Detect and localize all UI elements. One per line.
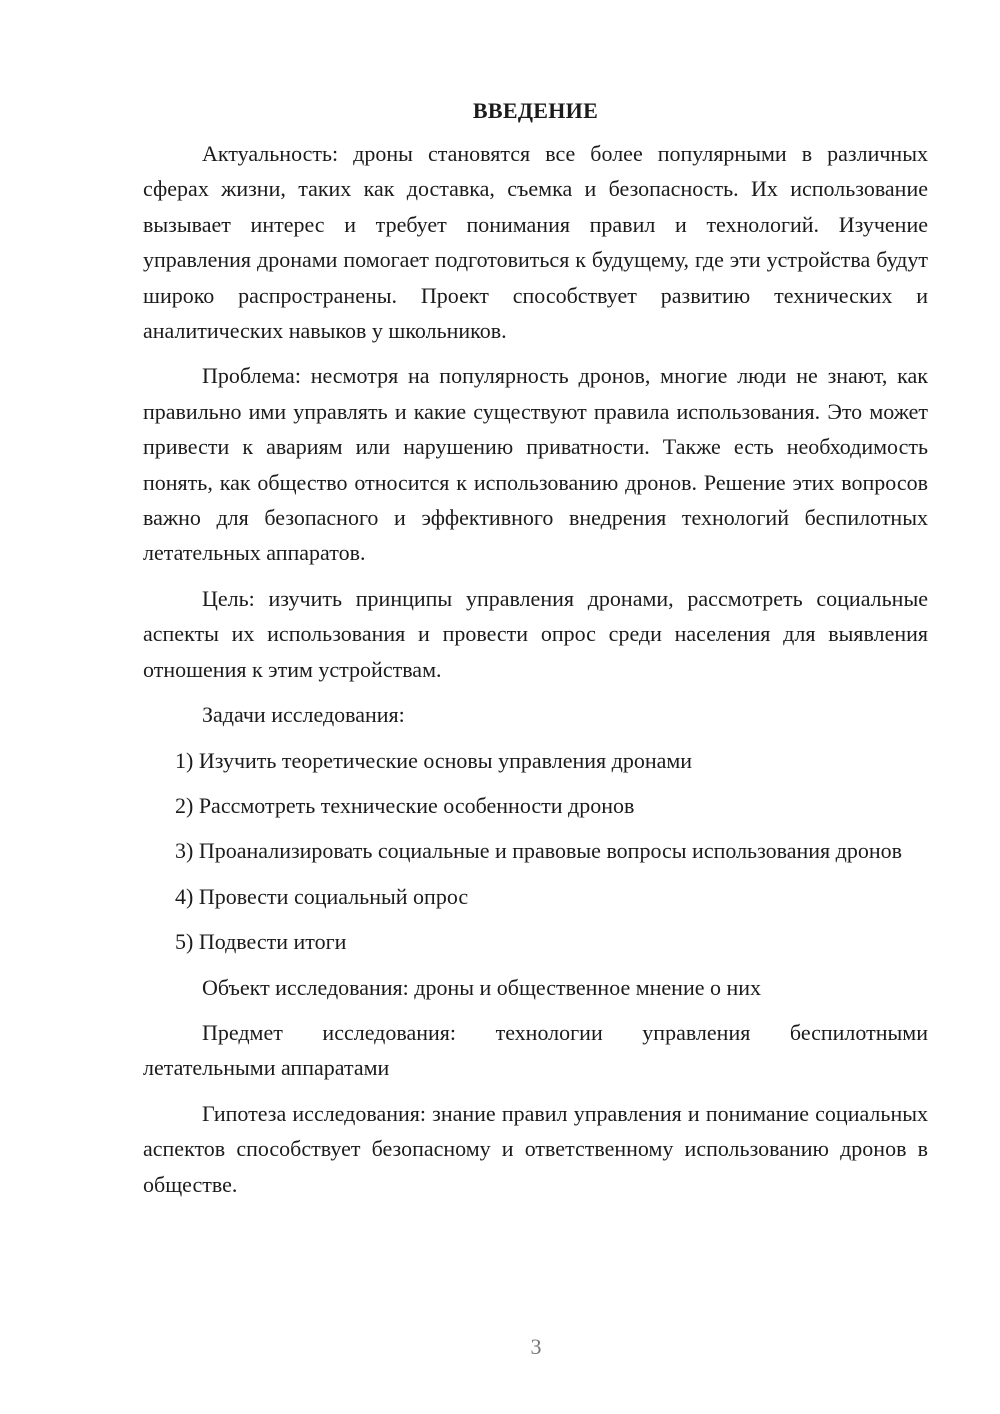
page-content [143,96,928,1212]
paragraph-hypothesis: Гипотеза исследования: знание правил управления и понимание социальных аспектов способствует безопасному и ответственному использованию дронов в обществе. [143,1100,928,1197]
paragraph-problem: Проблема: несмотря на популярность дронов, многие люди не знают, как правильно ими управлять и какие существуют правила использования. Это может привести к авариям или нарушению приватности. Также есть необходимость понять, как общество относится к использованию дронов. Решение этих вопросов важно для безопасного и эффективного внедрения технологий беспилотных летательных аппаратов. [143,363,928,566]
paragraph-object: Объект исследования: дроны и общественное мнение о них [202,974,762,1000]
paragraph-relevance: Актуальность: дроны становятся все более популярными в различных сферах жизни, таких как доставка, съемка и безопасность. Их использование вызывает интерес и требует понимания правил и технологий. Изучение управления дронами помогает подготовиться к будущему, где эти устройства будут широко распространены. Проект способствует развитию технических и аналитических навыков у школьников. [143,141,928,344]
paragraph-tasks-heading: Задачи исследования: [202,702,405,728]
task-item: 2) Рассмотреть технические особенности дронов [175,792,635,818]
task-item: 1) Изучить теоретические основы управления дронами [175,747,693,773]
paragraph-goal: Цель: изучить принципы управления дронами, рассмотреть социальные аспекты их использования и провести опрос среди населения для выявления отношения к этим устройствам. [143,585,928,682]
page-number: 3 [530,1334,542,1359]
task-item: 4) Провести социальный опрос [175,883,469,909]
task-item: 5) Подвести итоги [175,929,347,955]
paragraph-subject: Предмет исследования: технологии управления беспилотными летательными аппаратами [143,1019,928,1081]
page-title: ВВЕДЕНИЕ [472,98,599,123]
task-item: 3) Проанализировать социальные и правовые вопросы использования дронов [175,838,903,864]
